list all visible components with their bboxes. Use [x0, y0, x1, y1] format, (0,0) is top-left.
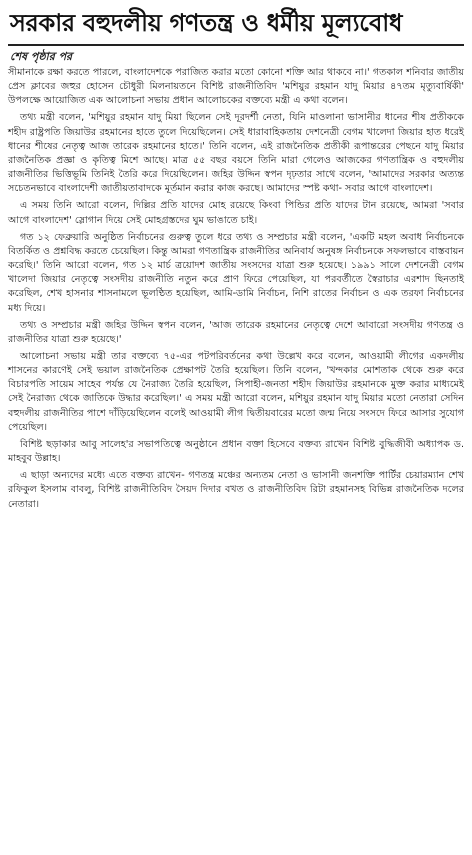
- headline-divider: [8, 44, 464, 46]
- paragraph-8: এ ছাড়া অন্যদের মধ্যে এতে বক্তব্য রাখেন- গণতন্ত্র মঞ্চের অন্যতম নেতা ও ভাসানী জনশক্তি পার্টির চেয়ারম্যান শেখ রফিকুল ইসলাম বাবলু, বিশিষ্ট রাজনীতিবিদ সৈয়দ দিদার বখত ও রাজনীতিবিদ রিটা রহমানসহ বিভিন্ন রাজনৈতিক দলের নেতারা।: [8, 470, 464, 510]
- continuation-kicker: শেষ পৃষ্ঠার পর: [10, 50, 73, 63]
- paragraph-1: সীমানাকে রক্ষা করতে পারলে, বাংলাদেশকে পরাজিত করার মতো কোনো শক্তি আর থাকবে না।' গতকাল শনিবার জাতীয় প্রেস ক্লাবের জহুর হোসেন চৌধুরী মিলনায়তনে বিশিষ্ট রাজনীতিবিদ 'মশিয়ুর রহমান যাদু মিয়ার ৪৭তম মৃত্যুবার্ষিকী' উপলক্ষে আয়োজিত এক আলোচনা সভায় প্রধান আলোচকের বক্তব্যে মন্ত্রী এ কথা বলেন।: [8, 67, 464, 107]
- paragraph-3: এ সময় তিনি আরো বলেন, দিল্লির প্রতি যাদের মোহ রয়েছে কিংবা পিন্ডির প্রতি যাদের টান রয়েছে, আমরা 'সবার আগে বাংলাদেশ' স্লোগান দিয়ে সেই মোহগ্রস্তদের ঘুম ভাঙাতে চাই।: [8, 200, 464, 226]
- paragraph-7: বিশিষ্ট ছড়াকার আবু সালেহ'র সভাপতিত্বে অনুষ্ঠানে প্রধান বক্তা হিসেবে বক্তব্য রাখেন বিশিষ্ট বুদ্ধিজীবী অধ্যাপক ড. মাহবুব উল্লাহ।: [8, 438, 464, 465]
- paragraph-2: তথ্য মন্ত্রী বলেন, 'মশিয়ুর রহমান যাদু মিয়া ছিলেন সেই দূরদর্শী নেতা, যিনি মাওলানা ভাসানীর ধানের শীষ প্রতীককে শহীদ রাষ্ট্রপতি জিয়াউর রহমানের হাতে তুলে দিয়েছিলেন। সেই ধারাবাহিকতায় দেশনেত্রী বেগম খালেদা জিয়ার হাত ধরেই ধানের শীষের নেতৃত্ব আজ তারেক রহমানের হাতে।' তিনি বলেন, এই রাজনৈতিক প্রতীকী রূপান্তরের পেছনে যাদু মিয়ার রাজনৈতিক প্রজ্ঞা ও কৃতিত্ব মিশে আছে। মাত্র ৫৫ বছর বয়সে তিনি মারা গেলেও আজকের গণতান্ত্রিক ও বহুদলীয় রাজনীতির ভিত্তিভূমি তিনিই তৈরি করে দিয়েছিলেন। জহির উদ্দিন স্বপন দৃঢ়তার সাথে বলেন, 'আমাদের সরকার অত্যন্ত সচেতনভাবে বাংলাদেশী জাতীয়তাবাদকে মূর্তমান করার কাজ করছে। আমাদের স্পষ্ট কথা- সবার আগে বাংলাদেশ।: [8, 112, 464, 195]
- paragraph-6: আলোচনা সভায় মন্ত্রী তার বক্তব্যে ৭৫-এর পটপরিবর্তনের কথা উল্লেখ করে বলেন, আওয়ামী লীগের একদলীয় শাসনের কারণেই সেই ভয়াল রাজনৈতিক প্রেক্ষাপট তৈরি হয়েছিল। তিনি বলেন, 'খন্দকার মোশতাক থেকে শুরু করে বিচারপতি সায়েম সাহেব পর্যন্ত যে নৈরাজ্য তৈরি হয়েছিল, সিপাহী-জনতা শহীদ জিয়াউর রহমানকে মুক্ত করার মাধ্যমেই সেই নৈরাজ্য থেকে জাতিকে উদ্ধার করেছিল।' এ সময় মন্ত্রী আরো বলেন, মশিয়ুর রহমান যাদু মিয়ার মতো নেতারা সেদিন বহুদলীয় রাজনীতির পাশে দাঁড়িয়েছিলেন বলেই আওয়ামী লীগ দ্বিতীয়বারের মতো জন্ম নিয়ে সংসদে ফিরে আসার সুযোগ পেয়েছিল।: [8, 350, 464, 433]
- paragraph-5: তথ্য ও সম্প্রচার মন্ত্রী জহির উদ্দিন স্বপন বলেন, 'আজ তারেক রহমানের নেতৃত্বে দেশে আবারো সংসদীয় গণতন্ত্র ও রাজনীতির যাত্রা শুরু হয়েছে।': [8, 319, 464, 345]
- article-headline: সরকার বহুদলীয় গণতন্ত্র ও ধর্মীয় মূল্যবোধ: [10, 9, 403, 37]
- paragraph-4: গত ১২ ফেব্রুয়ারি অনুষ্ঠিত নির্বাচনের গুরুত্ব তুলে ধরে তথ্য ও সম্প্রচার মন্ত্রী বলেন, 'একটি মহল অবাধ নির্বাচনকে বিতর্কিত ও প্রশ্নবিদ্ধ করতে চেয়েছিল। কিন্তু আমরা গণতান্ত্রিক রাজনীতির অনিবার্য অনুষঙ্গ নির্বাচনকে সফলভাবে বাস্তবায়ন করেছি।' তিনি আরো বলেন, গত ১২ মার্চ ত্রয়োদশ জাতীয় সংসদের যাত্রা শুরু হয়েছে। ১৯৯১ সালে দেশনেত্রী বেগম খালেদা জিয়ার নেতৃত্বে সংসদীয় রাজনীতি নতুন করে প্রাণ ফিরে পেয়েছিল, যা পরবর্তীতে স্বৈরাচার এরশাদ ছিনতাই করেছিল, শেখ হাসনার শাসনামলে ভূলণ্ঠিত হয়েছিল, আমি-ডামি নির্বাচন, নিশি রাতের নির্বাচন ও এক তরফা নির্বাচনের মধ্য দিয়ে।: [8, 231, 464, 314]
- article-body: [8, 66, 464, 512]
